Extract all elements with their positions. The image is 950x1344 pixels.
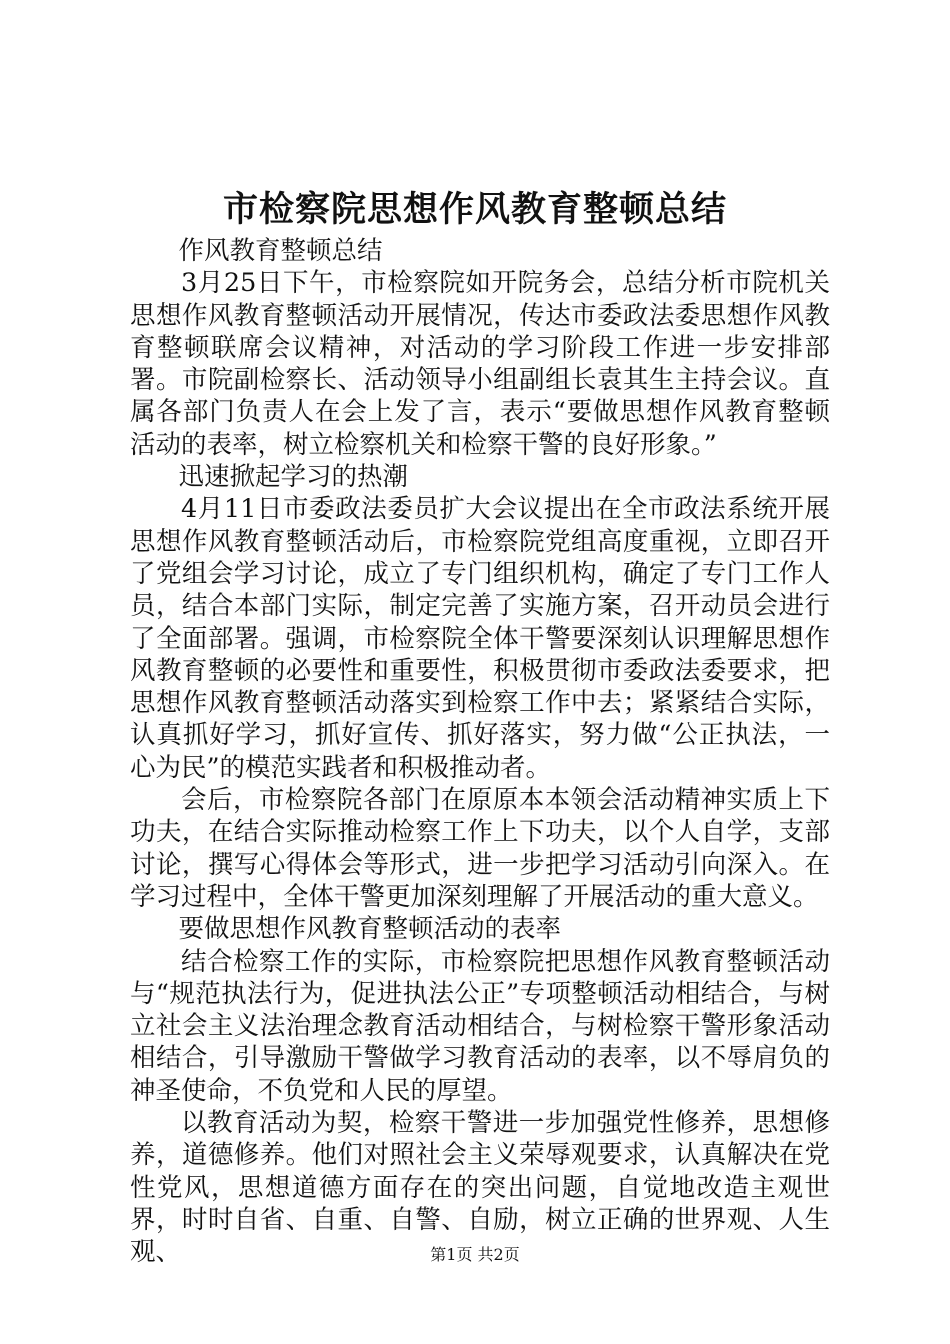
section-heading: 要做思想作风教育整顿活动的表率 bbox=[178, 914, 561, 945]
section-heading: 作风教育整顿总结 bbox=[178, 236, 383, 266]
page-number: 第1页 共2页 bbox=[430, 1245, 520, 1264]
body-paragraph: 以教育活动为契，检察干警进一步加强党性修养，思想修养，道德修养。他们对照社会主义荣辱观要求，认真解决在党性党风，思想道德方面存在的突出问题，自觉地改造主观世界，时时自省、自重、自警、自励，树立正确的世界观、人生观、 bbox=[130, 1108, 830, 1268]
document-body bbox=[130, 235, 830, 1269]
document-title: 市检察院思想作风教育整顿总结 bbox=[222, 189, 727, 230]
body-paragraph: 结合检察工作的实际，市检察院把思想作风教育整顿活动与“规范执法行为，促进执法公正”专项整顿活动相结合，与树立社会主义法治理念教育活动相结合，与树检察干警形象活动相结合，引导激励干警做学习教育活动的表率，以不辱肩负的神圣使命，不负党和人民的厚望。 bbox=[130, 946, 830, 1106]
body-paragraph: 会后，市检察院各部门在原原本本领会活动精神实质上下功夫，在结合实际推动检察工作上下功夫，以个人自学，支部讨论，撰写心得体会等形式，进一步把学习活动引向深入。在学习过程中，全体干警更加深刻理解了开展活动的重大意义。 bbox=[130, 785, 830, 912]
body-paragraph: 3月25日下午，市检察院如开院务会，总结分析市院机关思想作风教育整顿活动开展情况，传达市委政法委思想作风教育整顿联席会议精神，对活动的学习阶段工作进一步安排部署。市院副检察长、活动领导小组副组长袁其生主持会议。直属各部门负责人在会上发了言，表示“要做思想作风教育整顿活动的表率，树立检察机关和检察干警的良好形象。” bbox=[130, 268, 830, 460]
section-heading: 迅速掀起学习的热潮 bbox=[178, 462, 408, 493]
body-paragraph: 4月11日市委政法委员扩大会议提出在全市政法系统开展思想作风教育整顿活动后，市检察院党组高度重视，立即召开了党组会学习讨论，成立了专门组织机构，确定了专门工作人员，结合本部门实际，制定完善了实施方案，召开动员会进行了全面部署。强调，市检察院全体干警要深刻认识理解思想作风教育整顿的必要性和重要性，积极贯彻市委政法委要求，把思想作风教育整顿活动落实到检察工作中去；紧紧结合实际，认真抓好学习，抓好宣传、抓好落实，努力做“公正执法，一心为民”的模范实践者和积极推动者。 bbox=[130, 494, 830, 783]
